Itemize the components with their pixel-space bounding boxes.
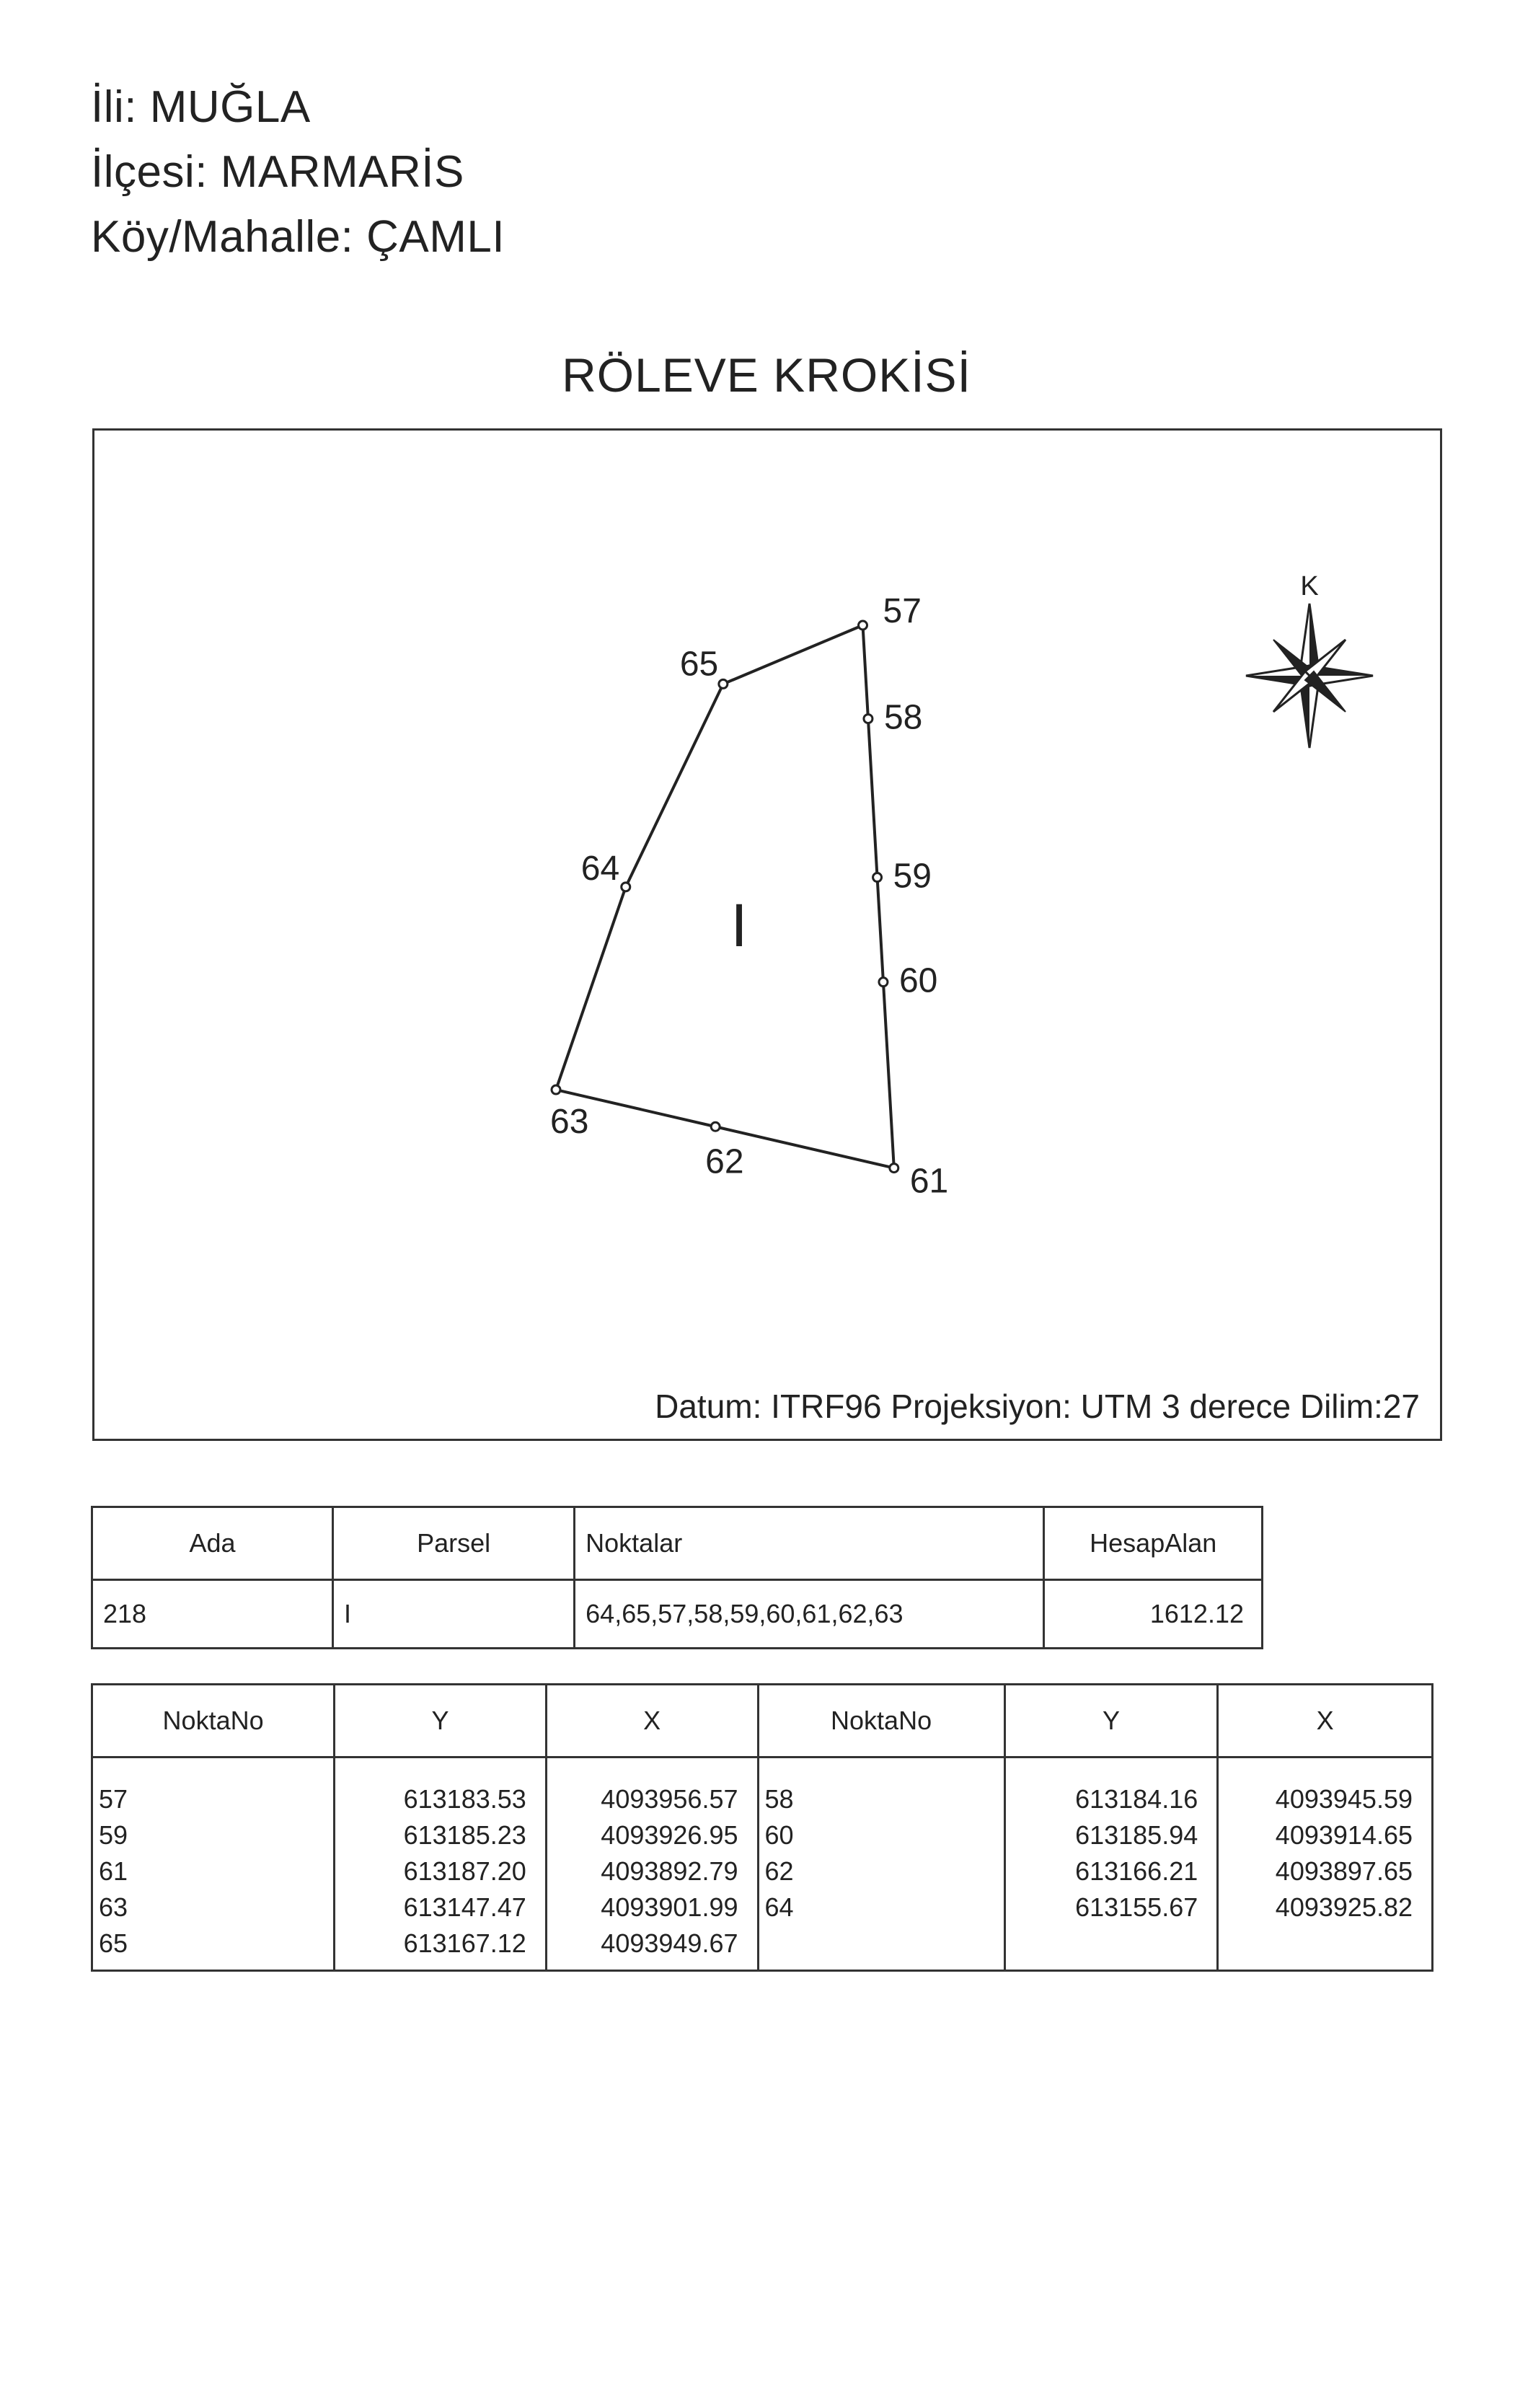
point-no: 64 (764, 1892, 794, 1922)
x-value: 4093949.67 (601, 1928, 738, 1958)
left-y-values (335, 1758, 547, 1971)
survey-point-marker (552, 1085, 560, 1094)
point-no: 58 (764, 1784, 794, 1814)
village-label: Köy/Mahalle: ÇAMLI (91, 212, 505, 262)
y-value: 613185.23 (403, 1820, 526, 1850)
y-value: 613155.67 (1075, 1892, 1198, 1922)
y-header: Y (1004, 1685, 1218, 1758)
survey-point-marker (873, 873, 882, 882)
survey-point-label: 63 (550, 1103, 589, 1142)
x-value: 4093926.95 (601, 1820, 738, 1850)
survey-point-label: 60 (898, 961, 938, 1000)
coordinate-header-row (92, 1685, 1433, 1758)
x-value: 4093914.65 (1275, 1820, 1413, 1850)
parsel-header: Parsel (333, 1507, 575, 1580)
survey-point-label: 59 (893, 857, 932, 896)
sketch-title: RÖLEVE KROKİSİ (562, 348, 971, 402)
north-arrow-icon (1246, 571, 1373, 748)
point-no: 60 (764, 1820, 794, 1850)
location-header (91, 75, 505, 270)
survey-point-marker (719, 679, 728, 688)
north-label: K (1300, 571, 1319, 601)
parcel-info-table (91, 1506, 1263, 1649)
y-value: 613187.20 (403, 1856, 526, 1886)
coordinate-table (91, 1683, 1433, 1972)
parsel-value: I (333, 1580, 575, 1649)
noktalar-header: Noktalar (575, 1507, 1044, 1580)
survey-point-marker (859, 621, 867, 630)
right-y-values (1004, 1758, 1218, 1971)
point-no: 63 (99, 1892, 128, 1922)
parcel-boundary (556, 625, 894, 1168)
ada-header: Ada (92, 1507, 333, 1580)
survey-point-label: 57 (883, 592, 922, 630)
x-value: 4093897.65 (1275, 1856, 1413, 1886)
survey-point-label: 64 (580, 849, 620, 888)
district-label: İlçesi: MARMARİS (91, 147, 464, 197)
hesap-alan-header: HesapAlan (1044, 1507, 1263, 1580)
parcel-header-row (92, 1507, 1263, 1580)
left-point-numbers (92, 1758, 335, 1971)
survey-point-label: 62 (705, 1142, 744, 1181)
point-no: 62 (764, 1856, 794, 1886)
nokta-no-header: NoktaNo (92, 1685, 335, 1758)
x-value: 4093901.99 (601, 1892, 738, 1922)
x-value: 4093956.57 (601, 1784, 738, 1814)
y-value: 613147.47 (403, 1892, 526, 1922)
point-no: 57 (99, 1784, 128, 1814)
ada-value: 218 (92, 1580, 333, 1649)
province-label: İli: MUĞLA (91, 82, 311, 132)
survey-point-marker (879, 978, 888, 987)
x-value: 4093925.82 (1275, 1892, 1413, 1922)
left-x-values (546, 1758, 758, 1971)
survey-point-label: 61 (909, 1162, 949, 1201)
survey-point-marker (622, 883, 630, 891)
hesap-alan-value: 1612.12 (1044, 1580, 1263, 1649)
right-point-numbers (758, 1758, 1004, 1971)
survey-sketch-frame (92, 428, 1442, 1441)
parcel-label: I (730, 891, 748, 959)
parcel-sketch (94, 431, 1440, 1439)
survey-point-marker (711, 1122, 720, 1131)
y-value: 613167.12 (403, 1928, 526, 1958)
x-value: 4093892.79 (601, 1856, 738, 1886)
y-value: 613185.94 (1075, 1820, 1198, 1850)
point-no: 65 (99, 1928, 128, 1958)
point-no: 59 (99, 1820, 128, 1850)
survey-point-label: 65 (679, 645, 719, 684)
y-value: 613183.53 (403, 1784, 526, 1814)
table-row (92, 1758, 1433, 1971)
nokta-no-header: NoktaNo (758, 1685, 1004, 1758)
datum-label: Datum: ITRF96 Projeksiyon: UTM 3 derece Dilim:27 (655, 1388, 1420, 1425)
survey-point-marker (890, 1164, 898, 1173)
x-header: X (1218, 1685, 1433, 1758)
table-row (92, 1580, 1263, 1649)
noktalar-value: 64,65,57,58,59,60,61,62,63 (575, 1580, 1044, 1649)
x-value: 4093945.59 (1275, 1784, 1413, 1814)
y-header: Y (335, 1685, 547, 1758)
y-value: 613184.16 (1075, 1784, 1198, 1814)
survey-point-label: 58 (883, 698, 923, 737)
y-value: 613166.21 (1075, 1856, 1198, 1886)
survey-point-marker (864, 715, 872, 723)
x-header: X (546, 1685, 758, 1758)
right-x-values (1218, 1758, 1433, 1971)
point-no: 61 (99, 1856, 128, 1886)
